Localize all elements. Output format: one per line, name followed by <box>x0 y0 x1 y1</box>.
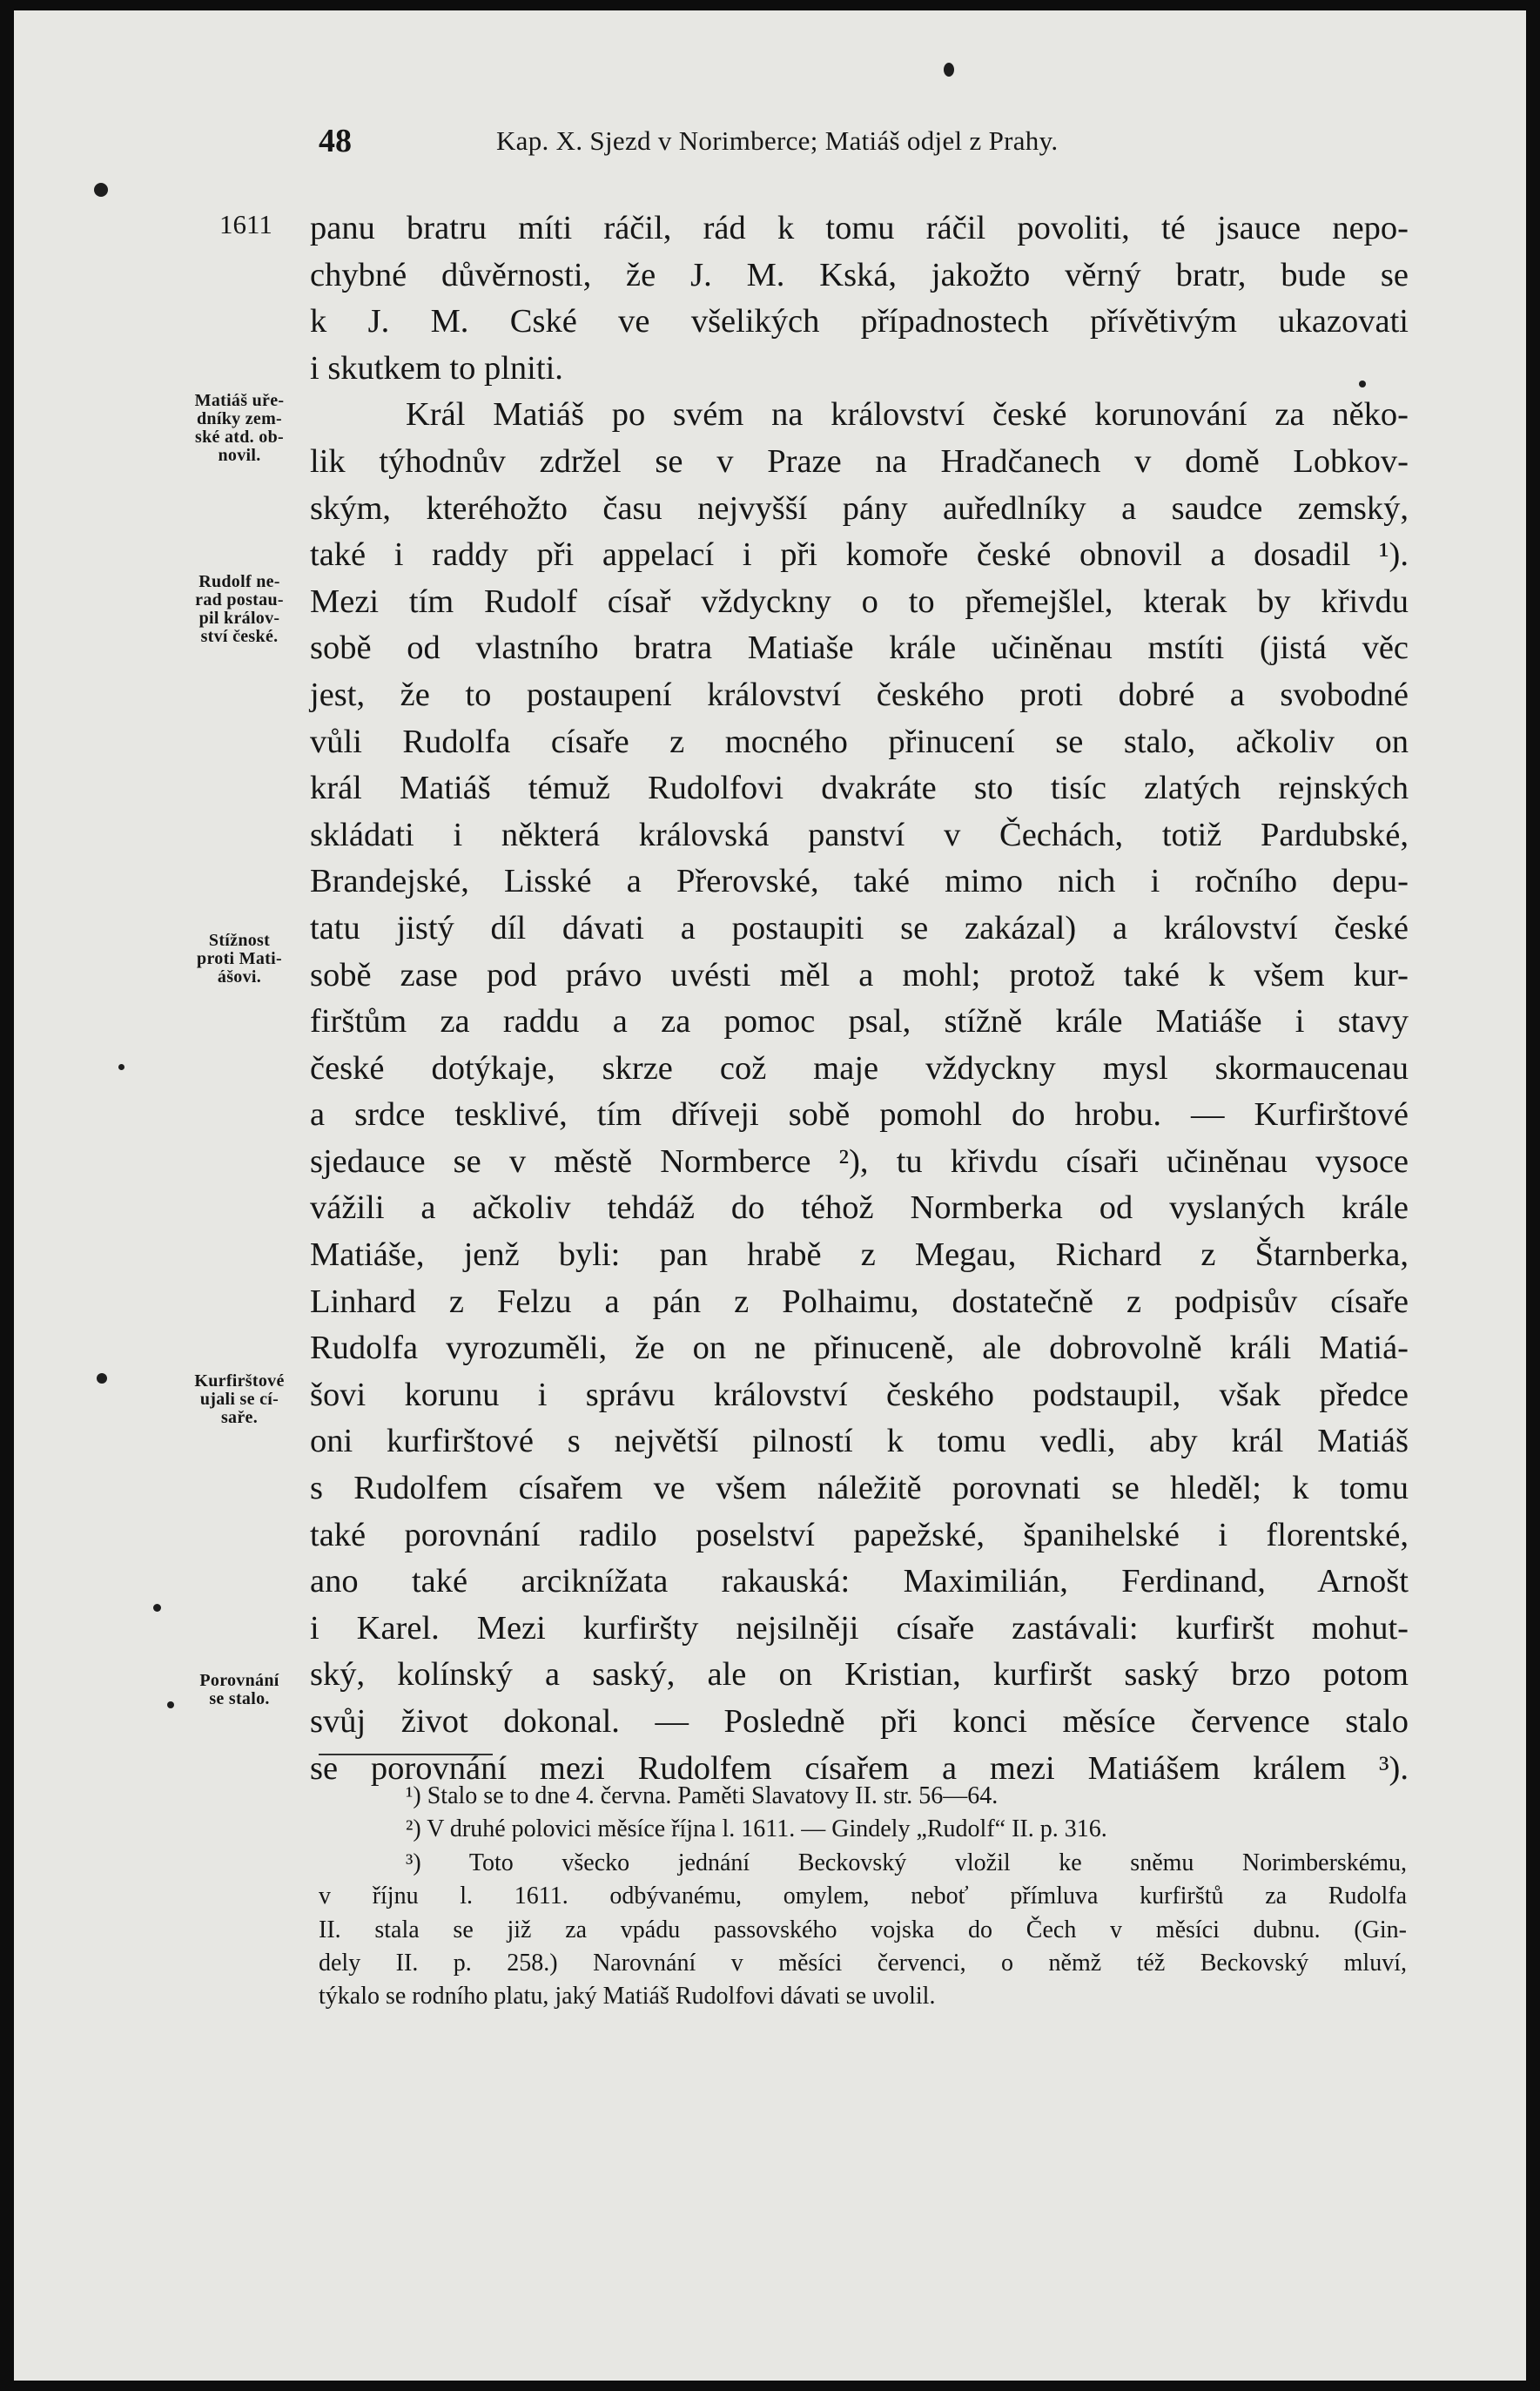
text-line: i skutkem to plniti. <box>310 349 563 387</box>
book-page <box>14 10 1526 2381</box>
text-line: Linhard z Felzu a pán z Polhaimu, dostatečně z podpisův císaře <box>310 1283 1409 1320</box>
text-line: také i raddy při appelací i při komoře české obnovil a dosadil ¹). <box>310 536 1409 574</box>
text-line: se porovnání mezi Rudolfem císařem a mezi Matiášem králem ³). <box>310 1749 1409 1787</box>
marginal-note <box>174 1372 305 1427</box>
text-line: k J. M. Cské ve všelikých případnostech přívětivým ukazovati <box>310 303 1409 340</box>
text-line: Brandejské, Lisské a Přerovské, také mimo nich i ročního depu- <box>310 863 1409 900</box>
text-line: Rudolfa vyrozuměli, že on ne přinuceně, ale dobrovolně králi Matiá- <box>310 1330 1409 1367</box>
text-line: Mezi tím Rudolf císař vždyckny o to přemejšlel, kterak by křivdu <box>310 583 1409 620</box>
marginal-note-line: pil králov- <box>198 609 280 628</box>
footnote-divider <box>319 1754 493 1755</box>
marginal-note <box>174 573 305 646</box>
footnotes <box>319 1780 1407 2014</box>
page-header <box>14 122 1526 165</box>
ink-speck <box>153 1604 161 1612</box>
text-line: české dotýkaje, skrze což maje vždyckny mysl skormaucenau <box>310 1049 1409 1087</box>
marginal-note-line: proti Mati- <box>197 949 282 968</box>
text-line: s Rudolfem císařem ve všem náležitě porovnati se hleděl; k tomu <box>310 1470 1409 1507</box>
footnote-line: II. stala se již za vpádu passovského vojska do Čech v měsíci dubnu. (Gin- <box>319 1916 1407 1943</box>
main-text <box>310 205 1409 1792</box>
footnote-line: ³) Toto všecko jednání Beckovský vložil ke sněmu Norimberskému, <box>406 1849 1407 1876</box>
text-line: ano také arciknížata rakauská: Maximilián, Ferdinand, Arnošt <box>310 1563 1409 1600</box>
marginal-note <box>174 932 305 987</box>
text-line: také porovnání radilo poselství papežské, španihelské i florentské, <box>310 1516 1409 1553</box>
ink-speck <box>118 1064 124 1070</box>
text-line: Král Matiáš po svém na království české korunování za něko- <box>406 396 1409 434</box>
marginal-note-line: se stalo. <box>209 1689 270 1708</box>
marginal-note-line: rad postau- <box>195 590 284 610</box>
text-line: svůj život dokonal. — Posledně při konci měsíce července stalo <box>310 1703 1409 1740</box>
text-line: i Karel. Mezi kurfiršty nejsilněji císaře zastávali: kurfiršt mohut- <box>310 1609 1409 1647</box>
text-line: skládati i některá královská panství v Čechách, totiž Pardubské, <box>310 816 1409 853</box>
marginal-note-line: ášovi. <box>217 967 262 987</box>
footnote-line: v říjnu l. 1611. odbývanému, omylem, neboť přímluva kurfirštů za Rudolfa <box>319 1882 1407 1910</box>
footnote-line: ²) V druhé polovici měsíce října l. 1611. — Gindely „Rudolf“ II. p. 316. <box>406 1815 1107 1843</box>
marginal-note-line: ujali se cí- <box>199 1390 279 1409</box>
marginal-note-line: Matiáš uře- <box>194 391 285 410</box>
text-line: král Matiáš témuž Rudolfovi dvakráte sto tisíc zlatých rejnských <box>310 770 1409 807</box>
text-line: firštům za raddu a za pomoc psal, stížně krále Matiáše i stavy <box>310 1003 1409 1041</box>
ink-speck <box>94 183 108 197</box>
marginal-note-line: Porovnání <box>199 1671 279 1690</box>
page-number: 48 <box>319 123 352 159</box>
text-line: sobě od vlastního bratra Matiaše krále učiněnau mstíti (jistá věc <box>310 630 1409 667</box>
text-line: ský, kolínský a saský, ale on Kristian, kurfiršt saský brzo potom <box>310 1656 1409 1694</box>
footnote-line: dely II. p. 258.) Narovnání v měsíci červenci, o němž též Beckovský mluví, <box>319 1949 1407 1977</box>
text-line: chybné důvěrnosti, že J. M. Kská, jakožto věrný bratr, bude se <box>310 256 1409 293</box>
ink-speck <box>944 63 954 77</box>
text-line: vážili a ačkoliv tehdáž do téhož Normberka od vyslaných krále <box>310 1189 1409 1227</box>
marginal-note-line: saře. <box>220 1408 259 1427</box>
footnote-line: ¹) Stalo se to dne 4. června. Paměti Slavatovy II. str. 56—64. <box>406 1782 999 1809</box>
text-line: lik týhodnův zdržel se v Praze na Hradčanech v domě Lobkov- <box>310 442 1409 480</box>
marginal-note-line: ské atd. ob- <box>195 428 284 447</box>
text-line: ským, kteréhožto času nejvyšší pány auředlníky a saudce zemský, <box>310 489 1409 527</box>
marginal-note-line: dníky zem- <box>197 409 282 428</box>
text-line: panu bratru míti ráčil, rád k tomu ráčil povoliti, té jsauce nepo- <box>310 210 1409 246</box>
marginal-note-line: ství české. <box>200 627 279 646</box>
text-line: šovi korunu i správu království českého podstaupil, však předce <box>310 1376 1409 1413</box>
text-line: a srdce tesklivé, tím dříveji sobě pomohl do hrobu. — Kurfirštové <box>310 1096 1409 1134</box>
text-line: sjedauce se v městě Normberce ²), tu křivdu císaři učiněnau vysoce <box>310 1142 1409 1180</box>
ink-speck <box>97 1373 107 1384</box>
text-line: tatu jistý díl dávati a postaupiti se zakázal) a království české <box>310 909 1409 946</box>
marginal-note-line: Kurfirštové <box>194 1371 285 1391</box>
text-line: sobě zase pod právo uvésti měl a mohl; protož také k všem kur- <box>310 956 1409 993</box>
marginal-note-line: Stížnost <box>208 931 271 950</box>
text-line: Matiáše, jenž byli: pan hrabě z Megau, Richard z Štarnberka, <box>310 1236 1409 1274</box>
running-head: Kap. X. Sjezd v Norimberce; Matiáš odjel z Prahy. <box>496 125 1059 156</box>
text-line: oni kurfirštové s největší pilností k tomu vedli, aby král Matiáš <box>310 1423 1409 1460</box>
marginal-note <box>174 1672 305 1708</box>
text-line: vůli Rudolfa císaře z mocného přinucení se stalo, ačkoliv on <box>310 723 1409 760</box>
marginal-note-line: Rudolf ne- <box>198 572 280 591</box>
marginal-note <box>174 392 305 465</box>
year-marker: 1611 <box>219 209 272 239</box>
text-line: jest, že to postaupení království českého proti dobré a svobodné <box>310 676 1409 713</box>
footnote-line: týkalo se rodního platu, jaký Matiáš Rudolfovi dávati se uvolil. <box>319 1983 936 2010</box>
ink-speck <box>167 1701 174 1708</box>
marginal-note-line: novil. <box>218 446 261 465</box>
